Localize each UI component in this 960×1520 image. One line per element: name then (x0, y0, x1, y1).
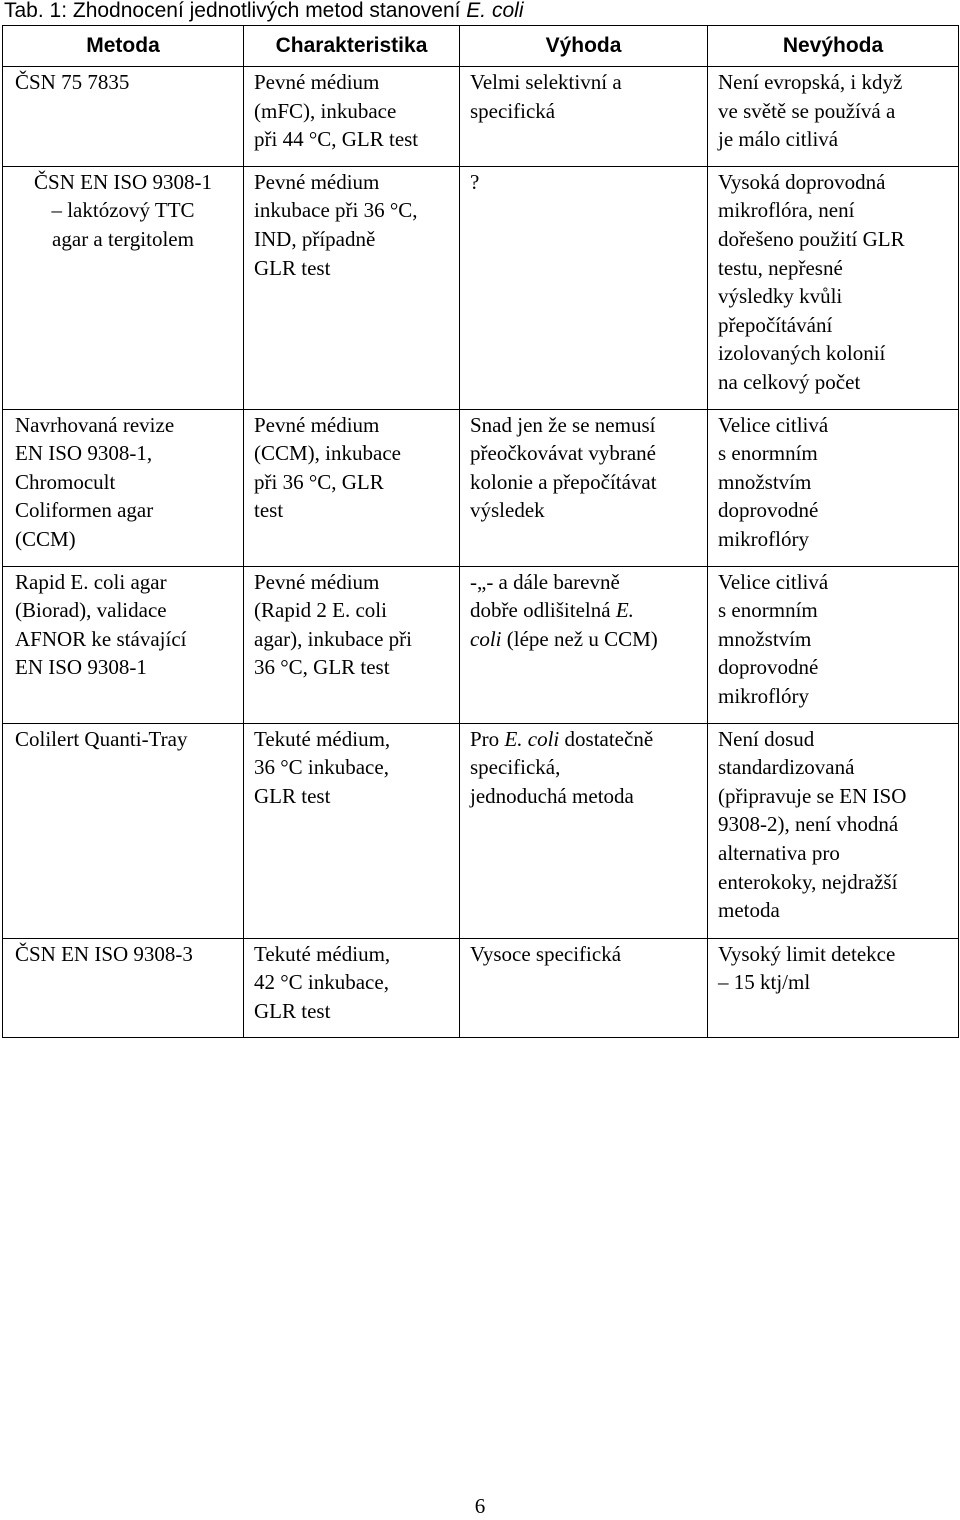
table-row (3, 566, 959, 723)
page-number: 6 (474, 1494, 486, 1518)
cell-metoda: Navrhovaná revize EN ISO 9308-1, Chromocult Coliformen agar (CCM) (15, 412, 175, 551)
cell-vyhoda-italic: E. coli (504, 726, 560, 751)
cell-nevyhoda: Není dosud standardizovaná (připravuje se EN ISO 9308-2), není vhodná alternativa pro enterokoky, nejdražší metoda (718, 726, 907, 923)
cell-nevyhoda: Velice citlivá s enormním množstvím doprovodné mikroflóry (718, 412, 829, 551)
table-row (3, 166, 959, 409)
cell-vyhoda-text-end: (lépe než u CCM) (501, 626, 658, 651)
cell-vyhoda: Vysoce specifická (470, 941, 622, 966)
cell-charakteristika: Tekuté médium, 42 °C inkubace, GLR test (254, 941, 391, 1023)
cell-vyhoda: Snad jen že se nemusí přeočkovávat vybrané kolonie a přepočítávat výsledek (470, 412, 657, 523)
cell-nevyhoda: Není evropská, i když ve světě se používá a je málo citlivá (718, 70, 903, 152)
cell-metoda: ČSN 75 7835 (15, 70, 130, 94)
cell-vyhoda-italic: E. coli (470, 598, 634, 651)
cell-charakteristika: Pevné médium (Rapid 2 E. coli agar), inkubace při 36 °C, GLR test (254, 569, 413, 680)
cell-charakteristika: Pevné médium inkubace při 36 °C, IND, případně GLR test (254, 169, 418, 280)
cell-vyhoda-text: Pro (470, 726, 505, 751)
caption-italic: E. coli (466, 0, 524, 22)
cell-metoda: ČSN EN ISO 9308-3 (15, 941, 193, 966)
cell-vyhoda-text-end: dostatečně specifická, jednoduchá metoda (470, 726, 654, 808)
header-vyhoda: Výhoda (460, 26, 708, 67)
cell-vyhoda: Velmi selektivní a specifická (470, 70, 622, 123)
table-caption (4, 0, 523, 24)
cell-vyhoda (460, 567, 707, 666)
methods-table (2, 25, 959, 1038)
header-metoda: Metoda (3, 26, 244, 67)
header-charakteristika: Charakteristika (244, 26, 460, 67)
table-row (3, 409, 959, 566)
cell-vyhoda: ? (470, 169, 480, 194)
table-row (3, 723, 959, 938)
header-nevyhoda: Nevýhoda (708, 26, 959, 67)
cell-charakteristika: Pevné médium (mFC), inkubace při 44 °C, GLR test (254, 70, 419, 152)
table-header-row (3, 26, 959, 67)
cell-nevyhoda: Velice citlivá s enormním množstvím doprovodné mikroflóry (718, 569, 829, 708)
cell-vyhoda (460, 724, 707, 823)
cell-metoda: Colilert Quanti-Tray (15, 726, 188, 751)
cell-nevyhoda: Vysoký limit detekce – 15 ktj/ml (718, 941, 896, 995)
table-row (3, 67, 959, 167)
cell-charakteristika: Pevné médium (CCM), inkubace při 36 °C, GLR test (254, 412, 401, 523)
cell-vyhoda-text: -„- a dále barevně dobře odlišitelná (470, 569, 620, 623)
caption-text: Tab. 1: Zhodnocení jednotlivých metod stanovení (4, 0, 467, 22)
cell-metoda: ČSN EN ISO 9308-1 – laktózový TTC agar a tergitolem (34, 169, 212, 251)
cell-nevyhoda: Vysoká doprovodná mikroflóra, není dořešeno použití GLR testu, nepřesné výsledky kvůli přepočítávání izolovaných kolonií na celkový počet (718, 169, 905, 394)
cell-charakteristika: Tekuté médium, 36 °C inkubace, GLR test (254, 726, 391, 808)
cell-metoda: Rapid E. coli agar (Biorad), validace AFNOR ke stávající EN ISO 9308-1 (15, 569, 187, 680)
table-row (3, 938, 959, 1038)
